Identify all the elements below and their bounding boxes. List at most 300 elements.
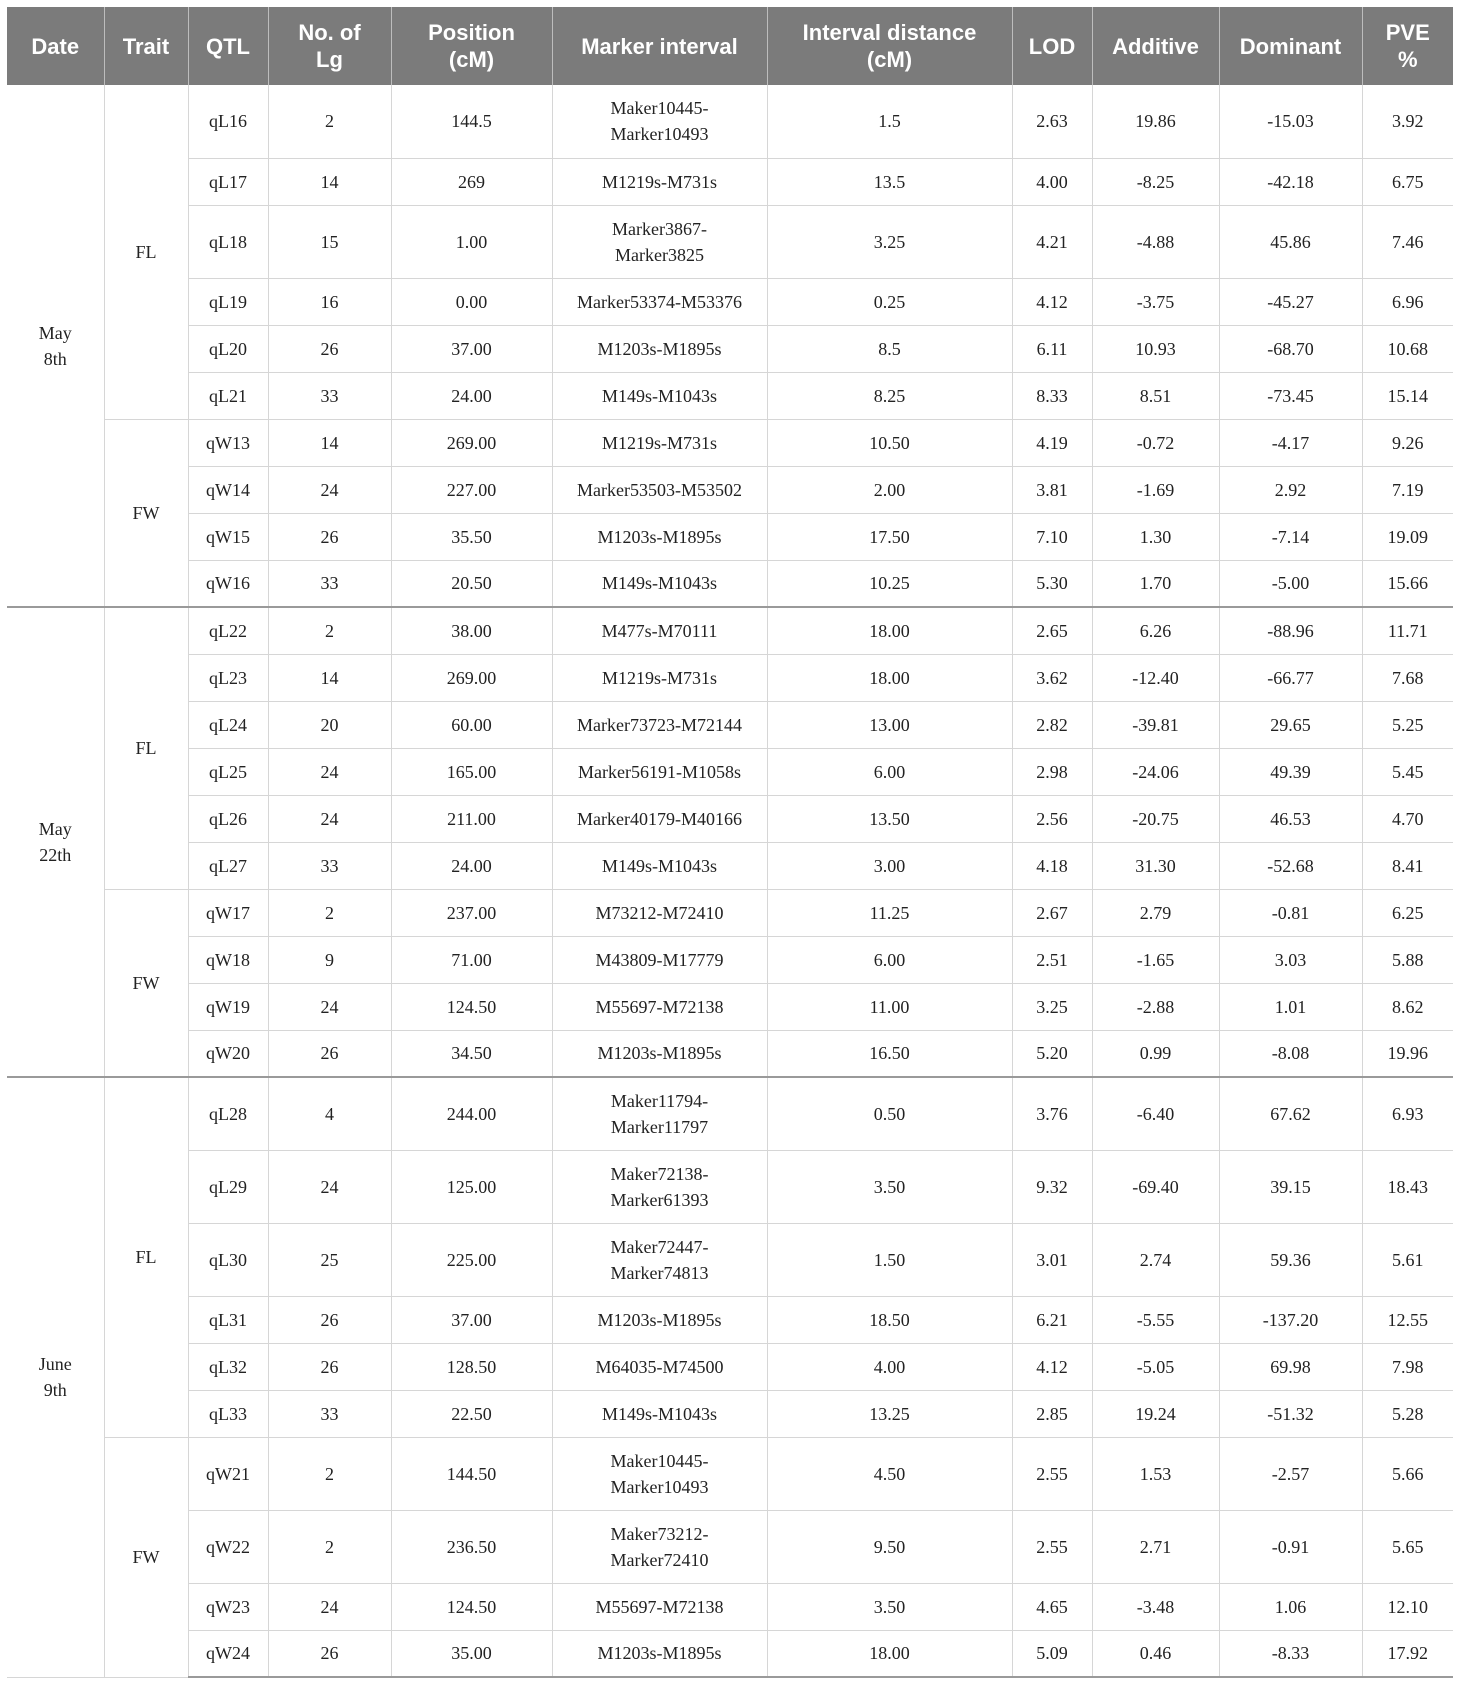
additive-cell: -2.88 [1092,983,1219,1030]
additive-cell: 2.79 [1092,889,1219,936]
additive-cell: -3.75 [1092,278,1219,325]
qtl-cell: qL30 [188,1223,268,1296]
table-row [7,1390,1453,1437]
marker-interval-cell [552,85,767,158]
marker-interval-cell [552,1296,767,1343]
additive-cell: 1.53 [1092,1437,1219,1510]
marker-interval-line: Marker74813 [610,1262,709,1283]
marker-interval-line: Maker72138- [610,1163,709,1184]
marker-interval-line: Marker3825 [615,244,704,265]
lod-cell: 8.33 [1012,372,1092,419]
header-dominant: Dominant [1219,7,1362,85]
additive-cell: 10.93 [1092,325,1219,372]
marker-interval-cell [552,1223,767,1296]
marker-interval-line: M1203s-M1895s [597,338,722,359]
table-row [7,889,1453,936]
qtl-cell: qW14 [188,466,268,513]
marker-interval-cell [552,158,767,205]
interval-distance-cell: 11.25 [767,889,1012,936]
marker-interval-line: M1203s-M1895s [597,526,722,547]
table-row [7,85,1453,158]
marker-interval-cell [552,1583,767,1630]
header-position-line2: (cM) [448,47,495,72]
header-interval-distance [767,7,1012,85]
header-pve [1362,7,1453,85]
position-cell: 0.00 [391,278,552,325]
dominant-cell: -8.08 [1219,1030,1362,1077]
qtl-cell: qL24 [188,701,268,748]
lg-cell: 2 [268,607,391,654]
interval-distance-cell: 18.00 [767,607,1012,654]
position-cell: 144.50 [391,1437,552,1510]
position-cell: 269.00 [391,419,552,466]
interval-distance-cell: 8.5 [767,325,1012,372]
marker-interval-cell [552,325,767,372]
marker-interval-line: Marker56191-M1058s [578,761,741,782]
table-row [7,419,1453,466]
additive-cell: -6.40 [1092,1077,1219,1150]
qtl-cell: qL29 [188,1150,268,1223]
table-row [7,560,1453,607]
lg-cell: 24 [268,466,391,513]
table-row [7,1030,1453,1077]
lod-cell: 2.63 [1012,85,1092,158]
position-cell: 244.00 [391,1077,552,1150]
marker-interval-line: M55697-M72138 [595,996,724,1017]
interval-distance-cell: 18.50 [767,1296,1012,1343]
pve-cell: 8.62 [1362,983,1453,1030]
marker-interval-line: M1219s-M731s [601,171,717,192]
marker-interval-line: Maker73212- [610,1523,709,1544]
table-row [7,158,1453,205]
interval-distance-cell: 6.00 [767,748,1012,795]
marker-interval-cell [552,1390,767,1437]
lod-cell: 2.65 [1012,607,1092,654]
pve-cell: 5.45 [1362,748,1453,795]
table-row [7,1077,1453,1150]
interval-distance-cell: 6.00 [767,936,1012,983]
dominant-cell: 45.86 [1219,205,1362,278]
qtl-cell: qL28 [188,1077,268,1150]
table-row [7,654,1453,701]
pve-cell: 5.65 [1362,1510,1453,1583]
pve-cell: 6.96 [1362,278,1453,325]
marker-interval-line: Marker40179-M40166 [577,808,742,829]
qtl-cell: qL20 [188,325,268,372]
marker-interval-line: M43809-M17779 [595,949,724,970]
table-row [7,748,1453,795]
trait-cell: FL [104,1077,188,1437]
lod-cell: 2.98 [1012,748,1092,795]
lg-cell: 25 [268,1223,391,1296]
qtl-cell: qW21 [188,1437,268,1510]
position-cell: 71.00 [391,936,552,983]
lg-cell: 33 [268,560,391,607]
interval-distance-cell: 1.50 [767,1223,1012,1296]
pve-cell: 10.68 [1362,325,1453,372]
qtl-cell: qL27 [188,842,268,889]
lg-cell: 33 [268,842,391,889]
table-row [7,205,1453,278]
marker-interval-line: Marker3867- [612,218,707,239]
pve-cell: 19.09 [1362,513,1453,560]
header-additive: Additive [1092,7,1219,85]
interval-distance-cell: 3.00 [767,842,1012,889]
lod-cell: 4.18 [1012,842,1092,889]
qtl-cell: qL33 [188,1390,268,1437]
marker-interval-cell [552,419,767,466]
pve-cell: 17.92 [1362,1630,1453,1677]
marker-interval-line: Marker10493 [610,1476,709,1497]
additive-cell: 19.86 [1092,85,1219,158]
lg-cell: 26 [268,1343,391,1390]
marker-interval-line: Marker53374-M53376 [577,291,742,312]
additive-cell: -24.06 [1092,748,1219,795]
marker-interval-cell [552,466,767,513]
marker-interval-line: M149s-M1043s [601,385,717,406]
pve-cell: 5.28 [1362,1390,1453,1437]
additive-cell: -3.48 [1092,1583,1219,1630]
table-row [7,607,1453,654]
lod-cell: 3.01 [1012,1223,1092,1296]
marker-interval-cell [552,560,767,607]
lod-cell: 3.62 [1012,654,1092,701]
lg-cell: 16 [268,278,391,325]
pve-cell: 12.10 [1362,1583,1453,1630]
marker-interval-cell [552,1510,767,1583]
marker-interval-cell [552,1030,767,1077]
interval-distance-cell: 3.50 [767,1583,1012,1630]
additive-cell: -5.05 [1092,1343,1219,1390]
additive-cell: -20.75 [1092,795,1219,842]
header-lg [268,7,391,85]
table-row [7,842,1453,889]
qtl-cell: qW18 [188,936,268,983]
lod-cell: 2.55 [1012,1510,1092,1583]
pve-cell: 7.98 [1362,1343,1453,1390]
dominant-cell: -73.45 [1219,372,1362,419]
interval-distance-cell: 4.50 [767,1437,1012,1510]
qtl-cell: qL17 [188,158,268,205]
dominant-cell: 1.06 [1219,1583,1362,1630]
dominant-cell: -52.68 [1219,842,1362,889]
marker-interval-line: M1203s-M1895s [597,1043,722,1064]
lg-cell: 26 [268,1030,391,1077]
table-body [7,85,1453,1677]
lod-cell: 6.21 [1012,1296,1092,1343]
date-cell [7,607,104,1077]
table-row [7,1223,1453,1296]
dominant-cell: -137.20 [1219,1296,1362,1343]
lod-cell: 4.12 [1012,278,1092,325]
position-cell: 20.50 [391,560,552,607]
pve-cell: 5.25 [1362,701,1453,748]
lod-cell: 2.51 [1012,936,1092,983]
position-cell: 24.00 [391,842,552,889]
position-cell: 60.00 [391,701,552,748]
interval-distance-cell: 3.25 [767,205,1012,278]
trait-cell: FL [104,607,188,889]
lg-cell: 9 [268,936,391,983]
qtl-cell: qW19 [188,983,268,1030]
date-line2: 22th [39,845,72,865]
lod-cell: 3.76 [1012,1077,1092,1150]
additive-cell: 0.46 [1092,1630,1219,1677]
dominant-cell: -0.91 [1219,1510,1362,1583]
dominant-cell: -5.00 [1219,560,1362,607]
lod-cell: 7.10 [1012,513,1092,560]
additive-cell: -12.40 [1092,654,1219,701]
interval-distance-cell: 2.00 [767,466,1012,513]
qtl-cell: qL26 [188,795,268,842]
dominant-cell: -51.32 [1219,1390,1362,1437]
pve-cell: 7.19 [1362,466,1453,513]
lg-cell: 4 [268,1077,391,1150]
table-row [7,701,1453,748]
date-cell [7,1077,104,1677]
additive-cell: -0.72 [1092,419,1219,466]
lg-cell: 2 [268,85,391,158]
interval-distance-cell: 18.00 [767,1630,1012,1677]
position-cell: 211.00 [391,795,552,842]
table-row [7,1150,1453,1223]
marker-interval-line: Marker61393 [610,1189,709,1210]
lod-cell: 4.19 [1012,419,1092,466]
qtl-cell: qW13 [188,419,268,466]
trait-cell: FW [104,419,188,607]
interval-distance-cell: 10.25 [767,560,1012,607]
marker-interval-cell [552,513,767,560]
qtl-cell: qL22 [188,607,268,654]
position-cell: 37.00 [391,325,552,372]
lod-cell: 2.82 [1012,701,1092,748]
marker-interval-line: Maker10445- [610,98,709,119]
position-cell: 269.00 [391,654,552,701]
additive-cell: -8.25 [1092,158,1219,205]
lg-cell: 33 [268,1390,391,1437]
marker-interval-line: M149s-M1043s [601,855,717,876]
additive-cell: -39.81 [1092,701,1219,748]
lod-cell: 5.20 [1012,1030,1092,1077]
qtl-cell: qL16 [188,85,268,158]
pve-cell: 8.41 [1362,842,1453,889]
pve-cell: 7.46 [1362,205,1453,278]
marker-interval-cell [552,889,767,936]
lod-cell: 4.21 [1012,205,1092,278]
marker-interval-cell [552,701,767,748]
additive-cell: 6.26 [1092,607,1219,654]
lg-cell: 26 [268,513,391,560]
pve-cell: 11.71 [1362,607,1453,654]
qtl-cell: qL19 [188,278,268,325]
position-cell: 24.00 [391,372,552,419]
marker-interval-line: M1219s-M731s [601,432,717,453]
position-cell: 124.50 [391,983,552,1030]
dominant-cell: -68.70 [1219,325,1362,372]
qtl-cell: qW22 [188,1510,268,1583]
dominant-cell: -88.96 [1219,607,1362,654]
pve-cell: 5.61 [1362,1223,1453,1296]
qtl-cell: qW24 [188,1630,268,1677]
header-interval-line2: (cM) [866,47,913,72]
interval-distance-cell: 13.00 [767,701,1012,748]
marker-interval-line: M1203s-M1895s [597,1309,722,1330]
pve-cell: 4.70 [1362,795,1453,842]
dominant-cell: -66.77 [1219,654,1362,701]
pve-cell: 15.66 [1362,560,1453,607]
lg-cell: 33 [268,372,391,419]
interval-distance-cell: 16.50 [767,1030,1012,1077]
marker-interval-cell [552,372,767,419]
dominant-cell: 67.62 [1219,1077,1362,1150]
lg-cell: 15 [268,205,391,278]
lod-cell: 5.30 [1012,560,1092,607]
table-row [7,513,1453,560]
lg-cell: 26 [268,1296,391,1343]
header-lg-line2: Lg [316,47,343,72]
table-row [7,1437,1453,1510]
position-cell: 269 [391,158,552,205]
marker-interval-line: M149s-M1043s [601,573,717,594]
dominant-cell: 2.92 [1219,466,1362,513]
position-cell: 237.00 [391,889,552,936]
dominant-cell: 39.15 [1219,1150,1362,1223]
interval-distance-cell: 13.5 [767,158,1012,205]
additive-cell: 1.70 [1092,560,1219,607]
marker-interval-cell [552,1150,767,1223]
header-qtl: QTL [188,7,268,85]
interval-distance-cell: 4.00 [767,1343,1012,1390]
table-row [7,372,1453,419]
additive-cell: -1.65 [1092,936,1219,983]
dominant-cell: -7.14 [1219,513,1362,560]
marker-interval-line: Marker73723-M72144 [577,714,742,735]
lod-cell: 5.09 [1012,1630,1092,1677]
table-row [7,1583,1453,1630]
trait-cell: FW [104,889,188,1077]
position-cell: 37.00 [391,1296,552,1343]
interval-distance-cell: 0.50 [767,1077,1012,1150]
position-cell: 1.00 [391,205,552,278]
trait-cell: FW [104,1437,188,1677]
pve-cell: 5.88 [1362,936,1453,983]
additive-cell: 0.99 [1092,1030,1219,1077]
marker-interval-line: Maker72447- [610,1236,709,1257]
interval-distance-cell: 0.25 [767,278,1012,325]
date-line2: 8th [43,348,67,369]
interval-distance-cell: 13.50 [767,795,1012,842]
dominant-cell: 59.36 [1219,1223,1362,1296]
date-line1: May [38,819,72,839]
date-cell [7,85,104,607]
dominant-cell: -45.27 [1219,278,1362,325]
marker-interval-line: M477s-M70111 [601,620,718,641]
dominant-cell: -4.17 [1219,419,1362,466]
header-interval-line1: Interval distance [802,20,977,45]
interval-distance-cell: 18.00 [767,654,1012,701]
dominant-cell: -2.57 [1219,1437,1362,1510]
date-line1: June [38,1354,72,1375]
pve-cell: 7.68 [1362,654,1453,701]
lg-cell: 20 [268,701,391,748]
additive-cell: 19.24 [1092,1390,1219,1437]
lg-cell: 24 [268,795,391,842]
lg-cell: 24 [268,748,391,795]
pve-cell: 15.14 [1362,372,1453,419]
dominant-cell: 29.65 [1219,701,1362,748]
qtl-table-container [7,7,1453,1678]
marker-interval-line: M149s-M1043s [601,1403,717,1424]
position-cell: 227.00 [391,466,552,513]
qtl-cell: qL23 [188,654,268,701]
marker-interval-cell [552,795,767,842]
additive-cell: -69.40 [1092,1150,1219,1223]
lod-cell: 2.56 [1012,795,1092,842]
dominant-cell: 3.03 [1219,936,1362,983]
lg-cell: 26 [268,1630,391,1677]
interval-distance-cell: 13.25 [767,1390,1012,1437]
qtl-cell: qW17 [188,889,268,936]
table-row [7,1510,1453,1583]
header-pve-line2: % [1397,47,1418,72]
marker-interval-cell [552,1630,767,1677]
trait-cell: FL [104,85,188,419]
dominant-cell: 49.39 [1219,748,1362,795]
position-cell: 35.00 [391,1630,552,1677]
dominant-cell: -0.81 [1219,889,1362,936]
header-marker-interval: Marker interval [552,7,767,85]
qtl-cell: qW15 [188,513,268,560]
lod-cell: 2.85 [1012,1390,1092,1437]
additive-cell: 2.71 [1092,1510,1219,1583]
pve-cell: 19.96 [1362,1030,1453,1077]
position-cell: 35.50 [391,513,552,560]
qtl-cell: qW23 [188,1583,268,1630]
interval-distance-cell: 9.50 [767,1510,1012,1583]
marker-interval-cell [552,936,767,983]
qtl-table [7,7,1453,1678]
marker-interval-line: Marker53503-M53502 [577,479,742,500]
pve-cell: 6.25 [1362,889,1453,936]
marker-interval-cell [552,842,767,889]
marker-interval-line: M73212-M72410 [595,902,724,923]
lg-cell: 2 [268,1437,391,1510]
qtl-cell: qL21 [188,372,268,419]
lod-cell: 6.11 [1012,325,1092,372]
marker-interval-line: Maker10445- [610,1450,709,1471]
lod-cell: 2.67 [1012,889,1092,936]
lg-cell: 2 [268,889,391,936]
position-cell: 236.50 [391,1510,552,1583]
marker-interval-line: Marker11797 [610,1116,709,1137]
interval-distance-cell: 10.50 [767,419,1012,466]
lod-cell: 4.12 [1012,1343,1092,1390]
pve-cell: 5.66 [1362,1437,1453,1510]
pve-cell: 6.93 [1362,1077,1453,1150]
interval-distance-cell: 17.50 [767,513,1012,560]
table-row [7,936,1453,983]
lg-cell: 24 [268,983,391,1030]
qtl-cell: qW16 [188,560,268,607]
table-row [7,795,1453,842]
header-position-line1: Position [428,20,515,45]
marker-interval-cell [552,278,767,325]
dominant-cell: -42.18 [1219,158,1362,205]
interval-distance-cell: 11.00 [767,983,1012,1030]
lg-cell: 14 [268,654,391,701]
pve-cell: 6.75 [1362,158,1453,205]
marker-interval-cell [552,654,767,701]
